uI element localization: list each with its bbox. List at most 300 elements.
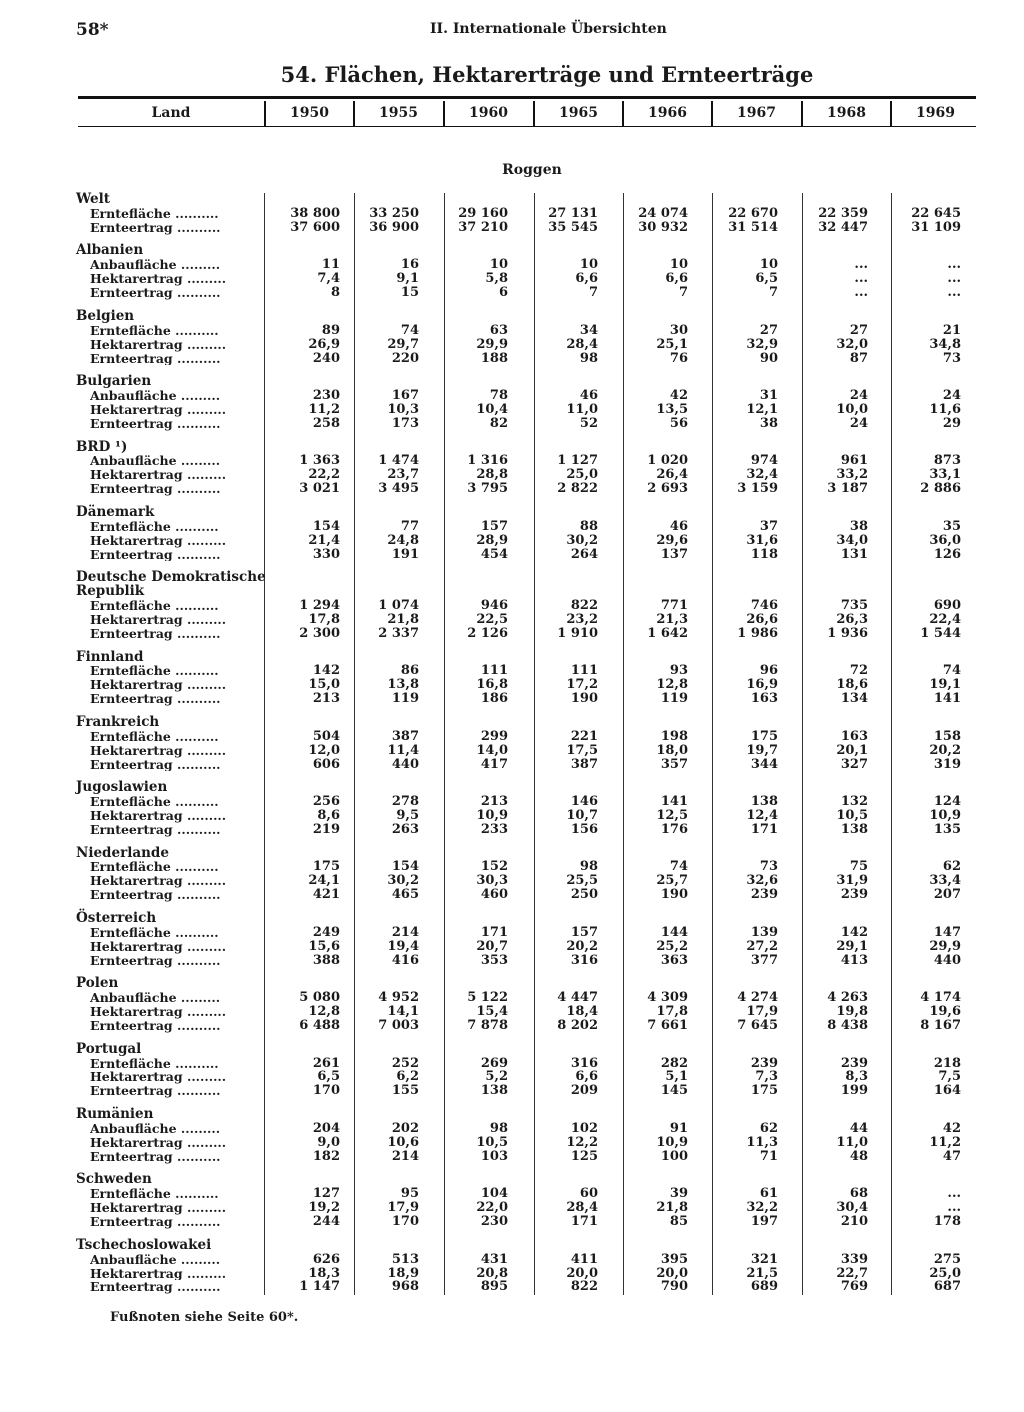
table-cell: 1 986 [737,625,778,641]
table-cell: 198 [660,728,688,744]
table-row [0,692,1024,706]
table-cell: 21,4 [308,532,340,548]
table-cell: 26,9 [308,336,340,352]
table-cell: 8 202 [557,1017,598,1033]
table-row [0,1150,1024,1164]
header-bottom-rule [78,126,976,127]
table-cell: 321 [750,1251,778,1267]
table-cell: 15,0 [308,677,340,693]
table-cell: ... [947,257,961,273]
table-cell: 6 [498,285,508,301]
table-cell: 188 [480,350,508,366]
table-cell: 9,0 [317,1134,340,1150]
table-cell: 961 [840,453,868,469]
table-title: 54. Flächen, Hektarerträge und Ernteerträge [280,62,814,87]
table-cell: 91 [669,1120,688,1136]
table-cell: 21 [942,322,961,338]
table-cell: 25,1 [656,336,688,352]
table-row [0,1187,1024,1201]
table-cell: 60 [579,1186,598,1202]
table-cell: 74 [669,859,688,875]
table-cell: 119 [660,691,688,707]
row-label: Hektarertrag ......... [90,1005,227,1019]
table-cell: 1 642 [647,625,688,641]
table-cell: 10,9 [656,1134,688,1150]
table-row [0,991,1024,1005]
table-cell: 233 [480,821,508,837]
table-cell: 209 [570,1083,598,1099]
table-cell: 24 [849,388,868,404]
row-label: Anbaufläche ......... [90,454,221,469]
table-cell: 363 [660,952,688,968]
table-cell: 252 [391,1055,419,1071]
country-name: Niederlande [76,844,169,861]
table-cell: 197 [750,1214,778,1230]
table-cell: ... [947,271,961,287]
row-label: Ernteertrag .......... [90,822,221,837]
table-cell: 460 [480,887,508,903]
table-cell: 18,0 [656,742,688,758]
country-name: Dänemark [76,503,155,520]
table-cell: 264 [570,546,598,562]
table-cell: 7 [768,285,778,301]
table-cell: 96 [759,663,778,679]
table-row [0,352,1024,366]
table-cell: 2 693 [647,481,688,497]
table-cell: 72 [849,663,868,679]
table-row [0,888,1024,902]
country-name: Rumänien [76,1106,154,1123]
table-cell: 22,0 [476,1200,508,1216]
table-cell: 93 [669,663,688,679]
table-row [0,599,1024,613]
table-cell: 3 159 [737,481,778,497]
table-row [0,874,1024,888]
table-row [0,758,1024,772]
table-cell: 5,1 [665,1069,688,1085]
table-cell: 214 [391,1148,419,1164]
row-label: Ernteertrag .......... [90,1018,221,1033]
table-cell: 33,4 [929,873,961,889]
table-cell: 687 [933,1279,961,1295]
table-row [0,940,1024,954]
table-cell: 946 [480,598,508,614]
table-cell: 974 [750,453,778,469]
table-cell: 220 [391,350,419,366]
table-row [0,1122,1024,1136]
table-row [0,1267,1024,1281]
table-cell: 339 [840,1251,868,1267]
table-cell: 319 [933,756,961,772]
table-cell: 31,6 [746,532,778,548]
table-cell: 29,7 [387,336,419,352]
table-cell: 411 [570,1251,598,1267]
table-cell: 8 167 [920,1017,961,1033]
table-row [0,744,1024,758]
table-cell: 164 [933,1083,961,1099]
table-cell: 1 910 [557,625,598,641]
table-cell: 2 886 [920,481,961,497]
table-cell: 147 [933,924,961,940]
table-cell: 10,7 [566,808,598,824]
country-name: Finnland [76,648,144,665]
table-cell: 213 [480,794,508,810]
table-cell: 17,9 [746,1004,778,1020]
table-cell: 357 [660,756,688,772]
country-group [0,1236,1024,1295]
table-cell: 34 [579,322,598,338]
table-cell: 118 [750,546,778,562]
table-cell: 32 447 [818,219,868,235]
table-cell: 10,9 [476,808,508,824]
row-label: Erntefläche .......... [90,925,219,940]
table-cell: 24,8 [387,532,419,548]
table-cell: 154 [391,859,419,875]
table-cell: 6,6 [665,271,688,287]
table-row [0,520,1024,534]
table-cell: 2 337 [378,625,419,641]
table-cell: 15,4 [476,1004,508,1020]
table-cell: 111 [480,663,508,679]
table-cell: 26,4 [656,467,688,483]
row-label: Ernteertrag .......... [90,482,221,497]
table-cell: 3 021 [299,481,340,497]
table-cell: 6,5 [317,1069,340,1085]
table-cell: 31,9 [836,873,868,889]
table-cell: 327 [840,756,868,772]
row-label: Ernteertrag .......... [90,888,221,903]
table-cell: 29 [942,415,961,431]
table-row [0,258,1024,272]
table-cell: 18,6 [836,677,868,693]
table-cell: 25,5 [566,873,598,889]
row-label: Hektarertrag ......... [90,743,227,758]
table-cell: 157 [480,518,508,534]
table-cell: 8,3 [845,1069,868,1085]
country-group [0,503,1024,562]
table-cell: 29,9 [929,938,961,954]
table-cell: 1 363 [299,453,340,469]
table-cell: 12,2 [566,1134,598,1150]
table-cell: 23,2 [566,611,598,627]
table-cell: 19,6 [929,1004,961,1020]
row-label: Ernteertrag .......... [90,286,221,301]
table-cell: 20,7 [476,938,508,954]
table-cell: 22,2 [308,467,340,483]
table-cell: 16,9 [746,677,778,693]
table-cell: 388 [312,952,340,968]
table-cell: 90 [759,350,778,366]
table-row [0,468,1024,482]
table-cell: 73 [759,859,778,875]
table-cell: 142 [312,663,340,679]
table-cell: 7 661 [647,1017,688,1033]
table-cell: 239 [750,887,778,903]
table-cell: 421 [312,887,340,903]
table-cell: 89 [321,322,340,338]
table-cell: 25,2 [656,938,688,954]
table-cell: 42 [942,1120,961,1136]
table-cell: 275 [933,1251,961,1267]
table-cell: 10 [759,257,778,273]
country-name: Welt [76,191,111,207]
table-row [0,403,1024,417]
table-cell: 25,0 [566,467,598,483]
table-cell: 22 645 [911,205,961,221]
table-cell: 48 [849,1148,868,1164]
table-cell: 111 [570,663,598,679]
table-cell: 3 795 [467,481,508,497]
country-group [0,375,1024,431]
table-cell: 11,0 [836,1134,868,1150]
table-cell: 17,2 [566,677,598,693]
column-header-year: 1950 [290,105,329,121]
table-cell: 873 [933,453,961,469]
table-row [0,454,1024,468]
table-cell: 23,7 [387,467,419,483]
row-label: Anbaufläche ......... [90,258,221,273]
table-cell: 239 [840,1055,868,1071]
row-label: Erntefläche .......... [90,664,219,679]
table-cell: 88 [579,518,598,534]
table-cell: 19,4 [387,938,419,954]
table-cell: 416 [391,952,419,968]
table-cell: 28,8 [476,467,508,483]
table-cell: 71 [759,1148,778,1164]
table-row [0,613,1024,627]
table-cell: 127 [312,1186,340,1202]
table-cell: 12,4 [746,808,778,824]
table-cell: 18,9 [387,1265,419,1281]
row-label: Hektarertrag ......... [90,1201,227,1216]
crop-subheading: Roggen [502,162,562,178]
table-cell: 8 [330,285,340,301]
table-cell: 37 [759,518,778,534]
table-cell: 21,3 [656,611,688,627]
table-cell: 316 [570,952,598,968]
table-cell: 10,4 [476,401,508,417]
table-cell: 16,8 [476,677,508,693]
table-row [0,221,1024,235]
table-cell: 35 545 [548,219,598,235]
table-row [0,417,1024,431]
table-cell: 218 [933,1055,961,1071]
table-cell: 417 [480,756,508,772]
table-cell: 7 [678,285,688,301]
table-cell: 35 [942,518,961,534]
row-label: Hektarertrag ......... [90,1135,227,1150]
table-cell: 132 [840,794,868,810]
row-label: Erntefläche .......... [90,1187,219,1202]
table-cell: 1 074 [378,598,419,614]
table-cell: 1 544 [920,625,961,641]
table-cell: 1 020 [647,453,688,469]
table-cell: 98 [579,350,598,366]
table-cell: ... [854,285,868,301]
table-cell: 62 [942,859,961,875]
table-row [0,926,1024,940]
table-cell: 413 [840,952,868,968]
table-cell: 29,9 [476,336,508,352]
table-row [0,286,1024,300]
header-separator [890,101,892,127]
table-cell: 387 [391,728,419,744]
table-cell: 36,0 [929,532,961,548]
table-cell: 11,3 [746,1134,778,1150]
footnote: Fußnoten siehe Seite 60*. [110,1310,299,1325]
table-cell: 7 878 [467,1017,508,1033]
table-cell: 11,0 [566,401,598,417]
country-name: Österreich [76,909,157,926]
table-cell: 204 [312,1120,340,1136]
table-cell: 178 [933,1214,961,1230]
country-name: Schweden [76,1171,152,1188]
table-cell: 190 [660,887,688,903]
table-cell: 171 [570,1214,598,1230]
header-separator [801,101,803,127]
column-header-year: 1965 [559,105,598,121]
table-row [0,809,1024,823]
table-cell: 20,2 [566,938,598,954]
table-cell: 27,2 [746,938,778,954]
table-cell: 17,9 [387,1200,419,1216]
row-label: Ernteertrag .......... [90,626,221,641]
table-cell: 6,5 [755,271,778,287]
table-cell: 22,7 [836,1265,868,1281]
row-label: Hektarertrag ......... [90,939,227,954]
table-cell: 4 174 [920,990,961,1006]
table-cell: 12,8 [308,1004,340,1020]
table-cell: 771 [660,598,688,614]
table-cell: 1 316 [467,453,508,469]
table-cell: 2 300 [299,625,340,641]
country-name: Belgien [76,307,135,324]
table-cell: 790 [660,1279,688,1295]
table-cell: 3 187 [827,481,868,497]
table-cell: 261 [312,1055,340,1071]
table-cell: 32,2 [746,1200,778,1216]
table-cell: 4 263 [827,990,868,1006]
table-cell: 20,0 [566,1265,598,1281]
table-cell: 95 [400,1186,419,1202]
table-cell: 28,9 [476,532,508,548]
table-cell: 154 [312,518,340,534]
table-cell: 125 [570,1148,598,1164]
table-cell: 24 074 [638,205,688,221]
table-cell: 20,8 [476,1265,508,1281]
table-cell: 230 [312,388,340,404]
table-cell: 138 [750,794,778,810]
table-cell: 31 514 [728,219,778,235]
table-row [0,534,1024,548]
country-group [0,438,1024,497]
table-cell: 137 [660,546,688,562]
table-cell: 34,0 [836,532,868,548]
table-cell: 11,4 [387,742,419,758]
table-cell: 98 [489,1120,508,1136]
table-row [0,664,1024,678]
row-label: Hektarertrag ......... [90,533,227,548]
table-cell: 344 [750,756,778,772]
country-name: BRD ¹) [76,438,128,455]
table-cell: 157 [570,924,598,940]
table-cell: 7 645 [737,1017,778,1033]
row-label: Hektarertrag ......... [90,874,227,889]
data-table [0,193,1024,1304]
table-cell: 171 [480,924,508,940]
table-cell: 387 [570,756,598,772]
table-row [0,678,1024,692]
table-row [0,1201,1024,1215]
table-cell: 239 [750,1055,778,1071]
table-cell: 244 [312,1214,340,1230]
table-cell: 10,5 [836,808,868,824]
column-header-year: 1968 [827,105,866,121]
table-cell: 77 [400,518,419,534]
table-cell: 126 [933,546,961,562]
table-cell: 14,0 [476,742,508,758]
table-cell: 12,5 [656,808,688,824]
header-top-rule [78,96,976,99]
table-cell: 606 [312,756,340,772]
table-cell: 15 [400,285,419,301]
table-cell: 504 [312,728,340,744]
table-cell: 1 474 [378,453,419,469]
table-cell: 10 [669,257,688,273]
table-cell: 5,2 [485,1069,508,1085]
row-label: Ernteertrag .......... [90,1084,221,1099]
table-row [0,1070,1024,1084]
table-cell: 4 274 [737,990,778,1006]
table-cell: 199 [840,1083,868,1099]
row-label: Hektarertrag ......... [90,678,227,693]
table-cell: 61 [759,1186,778,1202]
table-row [0,207,1024,221]
table-cell: ... [947,1200,961,1216]
table-cell: 689 [750,1279,778,1295]
table-cell: 431 [480,1251,508,1267]
column-header-year: 1969 [916,105,955,121]
header-separator [443,101,445,127]
country-group [0,244,1024,300]
table-cell: 141 [933,691,961,707]
table-cell: 10,0 [836,401,868,417]
table-cell: 13,8 [387,677,419,693]
table-cell: 10,3 [387,401,419,417]
table-cell: 395 [660,1251,688,1267]
table-cell: 465 [391,887,419,903]
header-separator [622,101,624,127]
table-cell: 135 [933,821,961,837]
table-cell: 85 [669,1214,688,1230]
table-cell: 102 [570,1120,598,1136]
table-cell: 11,6 [929,401,961,417]
table-cell: 3 495 [378,481,419,497]
table-cell: 138 [480,1083,508,1099]
row-label: Erntefläche .......... [90,206,219,221]
table-cell: 86 [400,663,419,679]
table-cell: 42 [669,388,688,404]
table-cell: 213 [312,691,340,707]
table-cell: 6,6 [575,271,598,287]
row-label: Hektarertrag ......... [90,612,227,627]
table-cell: 24 [849,415,868,431]
row-label: Erntefläche .......... [90,860,219,875]
table-cell: 12,1 [746,401,778,417]
table-cell: 46 [669,518,688,534]
table-cell: 377 [750,952,778,968]
table-cell: 27 [759,322,778,338]
